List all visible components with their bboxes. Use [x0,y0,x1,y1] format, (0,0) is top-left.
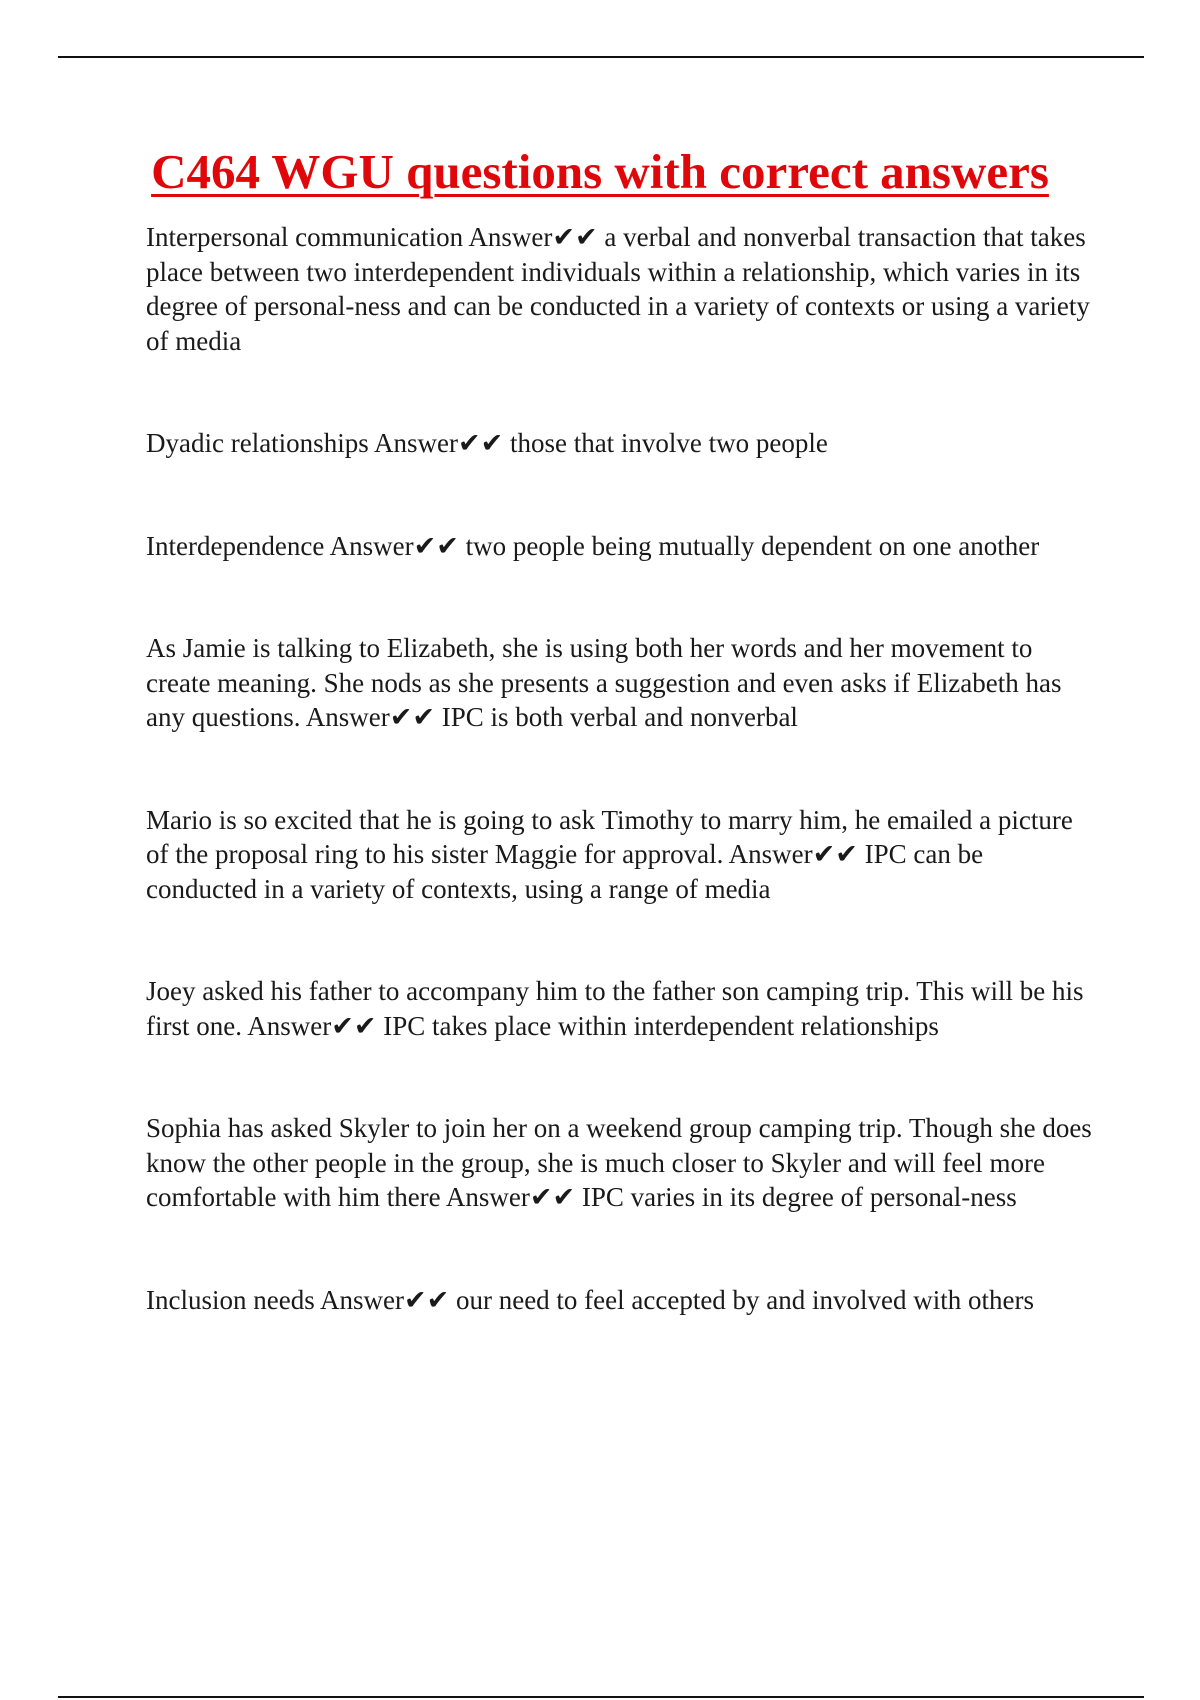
answer-marker: Answer✔✔ [305,702,435,732]
qa-item [146,529,1098,564]
answer-marker: Answer✔✔ [329,530,459,561]
top-rule [58,56,1144,58]
qa-item [146,974,1098,1043]
qa-item [146,1283,1098,1318]
question-text: Interpersonal communication [146,222,464,252]
answer-text: two people being mutually dependent on one another [465,530,1040,561]
question-text: Joey asked his father to accompany him to the father son camping trip. This will be his first one. [146,976,1084,1041]
answer-text: IPC can be conducted in a variety of contexts, using a range of media [146,839,984,904]
answer-text: IPC varies in its degree of personal-ness [581,1182,1017,1212]
answer-marker: Answer✔✔ [445,1182,576,1212]
question-text: Inclusion needs [146,1284,315,1315]
answer-text: our need to feel accepted by and involved with others [455,1284,1035,1315]
qa-item [146,426,1098,461]
document-title: C464 WGU questions with correct answers [151,144,1049,199]
answer-marker: Answer✔✔ [728,839,858,869]
question-text: Interdependence [146,530,325,561]
qa-item [146,803,1098,907]
qa-item [146,1111,1098,1215]
question-text: Mario is so excited that he is going to ask Timothy to marry him, he emailed a picture of the proposal ring to his sister Maggie for approval. [146,804,1073,869]
question-text: Sophia has asked Skyler to join her on a weekend group camping trip. Though she does know the other people in the group, she is much closer to Skyler and will feel more comfortable with him there [146,1113,1092,1212]
question-text: Dyadic relationships [146,428,369,458]
answer-text: those that involve two people [509,428,828,458]
qa-item [146,220,1098,358]
answer-text: IPC is both verbal and nonverbal [441,702,798,732]
answer-marker: Answer✔✔ [373,428,504,458]
qa-item [146,631,1098,735]
answer-marker: Answer✔✔ [247,1010,377,1041]
bottom-rule [58,1696,1144,1698]
answer-text: a verbal and nonverbal transaction that takes place between two interdependent individuals within a relationship, which varies in its degree of personal-ness and can be conducted in a variety of contexts or using a variety of media [146,222,1090,356]
answer-marker: Answer✔✔ [319,1284,450,1315]
answer-marker: Answer✔✔ [468,222,598,252]
answer-text: IPC takes place within interdependent relationships [383,1010,939,1041]
qa-list [146,220,1098,1385]
question-text: As Jamie is talking to Elizabeth, she is using both her words and her movement to create meaning. She nods as she presents a suggestion and even asks if Elizabeth has any questions. [146,633,1062,732]
